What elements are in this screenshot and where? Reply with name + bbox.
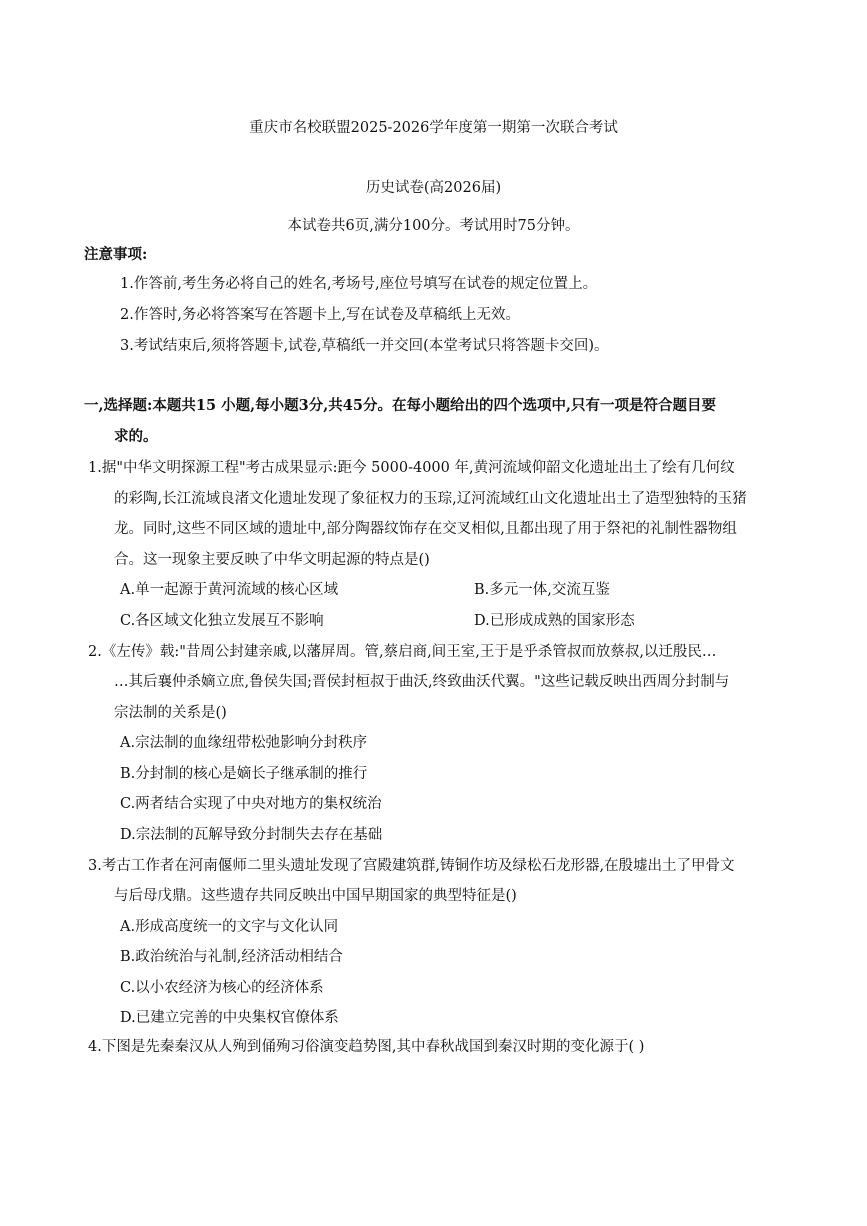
note-item: 2.作答时,务必将答案写在答题卡上,写在试卷及草稿纸上无效。	[120, 307, 521, 323]
question-1-text: 龙。同时,这些不同区域的遗址中,部分陶器纹饰存在交叉相似,且都出现了用于祭祀的礼制性器物组	[114, 521, 737, 537]
question-2-option-a: A.宗法制的血缘纽带松弛影响分封秩序	[120, 735, 368, 751]
exam-title: 重庆市名校联盟2025-2026学年度第一期第一次联合考试	[249, 120, 618, 136]
question-3-option-a: A.形成高度统一的文字与文化认同	[120, 919, 339, 935]
question-2-option-d: D.宗法制的瓦解导致分封制失去存在基础	[120, 827, 383, 843]
question-2-text: 宗法制的关系是()	[114, 705, 227, 721]
note-item: 3.考试结束后,须将答题卡,试卷,草稿纸一并交回(本堂考试只将答题卡交回)。	[120, 338, 609, 354]
question-1-option-a: A.单一起源于黄河流域的核心区域	[120, 582, 339, 598]
subject-title: 历史试卷(高2026届)	[365, 180, 502, 196]
question-2-option-b: B.分封制的核心是嫡长子继承制的推行	[120, 766, 368, 782]
question-3-option-d: D.已建立完善的中央集权官僚体系	[120, 1010, 339, 1026]
question-3-text: 与后母戊鼎。这些遗存共同反映出中国早期国家的典型特征是()	[114, 888, 517, 904]
question-3-option-b: B.政治统治与礼制,经济活动相结合	[120, 949, 343, 965]
question-1-option-b: B.多元一体,交流互鉴	[474, 582, 610, 598]
question-1-text: 合。这一现象主要反映了中华文明起源的特点是()	[114, 552, 430, 568]
question-2-text: …其后襄仲杀嫡立庶,鲁侯失国;晋侯封桓叔于曲沃,终致曲沃代翼。"这些记载反映出西周分封制与	[114, 674, 730, 690]
question-3-text: 3.考古工作者在河南偃师二里头遗址发现了宫殿建筑群,铸铜作坊及绿松石龙形器,在殷墟出土了甲骨文	[88, 858, 735, 874]
section-heading: 一,选择题:本题共15 小题,每小题3分,共45分。在每小题给出的四个选项中,只有一项是符合题目要	[84, 397, 717, 414]
exam-info: 本试卷共6页,满分100分。考试用时75分钟。	[287, 218, 580, 234]
question-2-option-c: C.两者结合实现了中央对地方的集权统治	[120, 796, 382, 812]
question-1-option-c: C.各区域文化独立发展互不影响	[120, 613, 324, 629]
notes-heading: 注意事项:	[84, 246, 148, 263]
question-3-option-c: C.以小农经济为核心的经济体系	[120, 980, 324, 996]
note-item: 1.作答前,考生务必将自己的姓名,考场号,座位号填写在试卷的规定位置上。	[120, 276, 598, 292]
section-heading-cont: 求的。	[114, 428, 158, 445]
question-1-text: 的彩陶,长江流域良渚文化遗址发现了象征权力的玉琮,辽河流域红山文化遗址出土了造型独特的玉猪	[114, 491, 747, 507]
question-4-text: 4.下图是先秦秦汉从人殉到俑殉习俗演变趋势图,其中春秋战国到秦汉时期的变化源于( )	[88, 1039, 645, 1055]
question-2-text: 2.《左传》载:"昔周公封建亲戚,以藩屏周。管,蔡启商,间王室,王于是乎杀管叔而放蔡叔,以迁殷民…	[88, 644, 717, 660]
question-1-option-d: D.已形成成熟的国家形态	[474, 613, 635, 629]
question-1-text: 1.据"中华文明探源工程"考古成果显示:距今 5000-4000 年,黄河流域仰韶文化遗址出土了绘有几何纹	[88, 460, 735, 476]
